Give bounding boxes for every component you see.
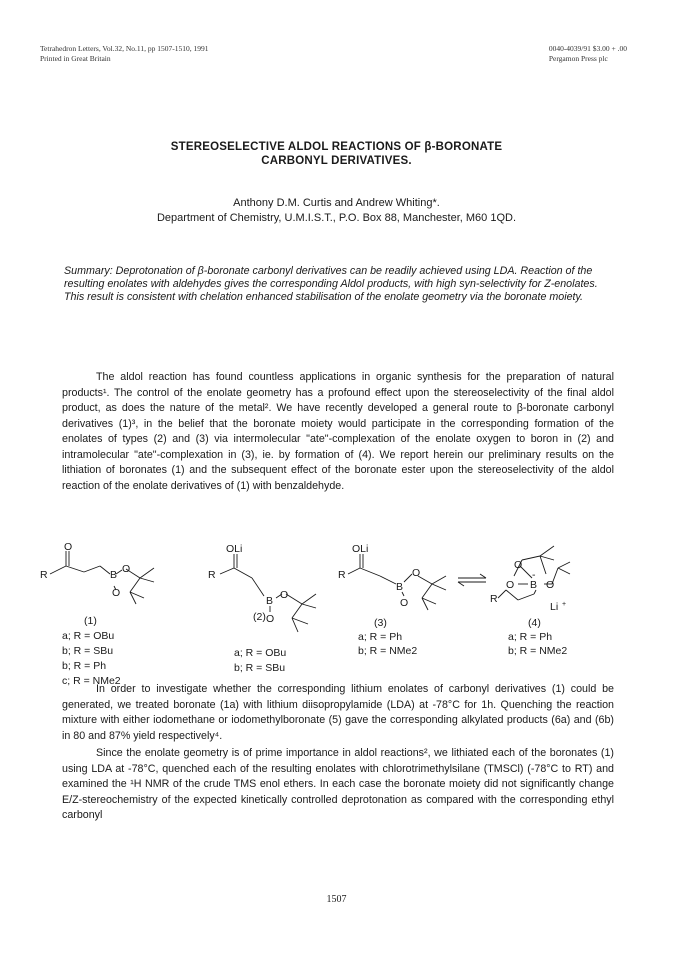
- atom-O: O: [506, 579, 515, 591]
- compound-1-sub-d: c; R = NMe2: [62, 675, 121, 687]
- scheme-atoms: [40, 541, 566, 625]
- compound-1-sub-b: b; R = SBu: [62, 645, 114, 657]
- atom-O: O: [122, 563, 131, 575]
- paragraph-1-text: The aldol reaction has found countless applications in organic synthesis for the preparation of natural products¹. The control of the enolate geometry has a profound effect upon the stereoselectivity of the final aldol product, as does the nature of the metal². We have recently developed a general route to β-boronate carbonyl derivatives (1)³, in the belief that the boronate moiety would participate in the corresponding formation of the enolates of types (2) and (3) via intermolecular "ate"-complexation of the enolate oxygen to boron in (2) and intramolecular "ate"-complexation in (3), ie. by formation of (4). We report herein our preliminary results on the lithiation of boronates (1) and the subsequent effect of the boronate ester upon the stereoselectivity of the aldol reaction of the enolate derivatives of (1) with benzaldehyde.: [62, 371, 614, 492]
- atom-O: O: [514, 559, 523, 571]
- atom-O: O: [400, 597, 409, 609]
- atom-O: O: [64, 541, 73, 553]
- compound-3-sub-a: a; R = Ph: [358, 631, 403, 643]
- journal-header: [40, 44, 208, 64]
- compound-2-label: (2): [253, 611, 266, 623]
- atom-O: O: [412, 567, 421, 579]
- atom-O: O: [546, 579, 555, 591]
- atom-R: R: [490, 593, 498, 605]
- compound-labels: [62, 611, 567, 687]
- compound-1-sub-c: b; R = Ph: [62, 660, 107, 672]
- body-paragraph-1: [62, 370, 614, 494]
- printed-in: Printed in Great Britain: [40, 54, 111, 63]
- atom-minus: -: [532, 569, 536, 581]
- paragraph-2-text: In order to investigate whether the corresponding lithium enolates of carbonyl derivatives (1) could be generated, we treated boronate (1a) with lithium diisopropylamide (LDA) at -78°C for 1h. Quenching the reaction mixture with either iodomethane or iodomethylboronate (5) gave the corresponding alkylated products (6a) and (6b) in 80 and 87% yield respectively⁴.: [62, 683, 614, 742]
- atom-O: O: [280, 589, 289, 601]
- affiliation: Department of Chemistry, U.M.I.S.T., P.O. Box 88, Manchester, M60 1QD.: [156, 212, 517, 224]
- price-header: [549, 44, 627, 64]
- compound-4-label: (4): [528, 617, 541, 629]
- atom-O: O: [112, 587, 121, 599]
- atom-Li: Li: [550, 601, 559, 613]
- atom-OLi: OLi: [226, 543, 243, 555]
- atom-B: B: [396, 581, 404, 593]
- page-number: 1507: [326, 894, 347, 905]
- atom-OLi: OLi: [352, 543, 369, 555]
- publisher: Pergamon Press plc: [548, 54, 608, 63]
- compound-3-label: (3): [374, 617, 387, 629]
- price-code: 0040-4039/91 $3.00 + .00: [548, 44, 627, 53]
- body-paragraph-3: [62, 746, 614, 824]
- journal-citation: Tetrahedron Letters, Vol.32, No.11, pp 1507-1510, 1991: [40, 44, 209, 53]
- author-names: Anthony D.M. Curtis and Andrew Whiting*.: [233, 197, 440, 209]
- paper-title: [0, 140, 673, 168]
- atom-B: B: [530, 579, 538, 591]
- paragraph-3-text: Since the enolate geometry is of prime importance in aldol reactions², we lithiated each of the boronates (1) using LDA at -78°C, quenched each of the resulting enolates with chlorotrimethylsilane (TMSCl) (-78°C to RT) and examined the ¹H NMR of the crude TMS enol ethers. In each case the boronate moiety did not significantly change E/Z-stereochemistry of the expected kinetically controlled deprotonation as compared with the corresponding ethyl carbonyl: [62, 747, 614, 821]
- atom-B: B: [110, 569, 118, 581]
- compound-2-sub-b: b; R = SBu: [234, 662, 286, 674]
- compound-1-sub-a: a; R = OBu: [62, 630, 115, 642]
- atom-O: O: [266, 613, 275, 625]
- title-line-1: STEREOSELECTIVE ALDOL REACTIONS OF β-BORONATE: [170, 141, 503, 153]
- author-block: [0, 196, 673, 226]
- scheme-bonds: [50, 546, 570, 632]
- atom-plus: +: [562, 601, 567, 608]
- atom-R: R: [40, 569, 48, 581]
- compound-2-sub-a: a; R = OBu: [234, 647, 287, 659]
- compound-3-sub-b: b; R = NMe2: [358, 645, 418, 657]
- atom-R: R: [338, 569, 346, 581]
- compound-4-sub-a: a; R = Ph: [508, 631, 553, 643]
- atom-B: B: [266, 595, 274, 607]
- title-line-2: CARBONYL DERIVATIVES.: [261, 155, 412, 167]
- body-paragraph-2: [62, 682, 614, 744]
- summary: Summary: Deprotonation of β-boronate carbonyl derivatives can be readily achieved using LDA. Reaction of the resulting enolates with aldehydes gives the corresponding Aldol products, with high syn-selectivity for Z-enolates. This result is consistent with chelation enhanced stabilisation of the enolate geometry via the boronate moiety.: [64, 265, 598, 303]
- compound-1-label: (1): [84, 615, 97, 627]
- reaction-scheme: [40, 538, 640, 687]
- compound-4-sub-b: b; R = NMe2: [508, 645, 568, 657]
- atom-R: R: [208, 569, 216, 581]
